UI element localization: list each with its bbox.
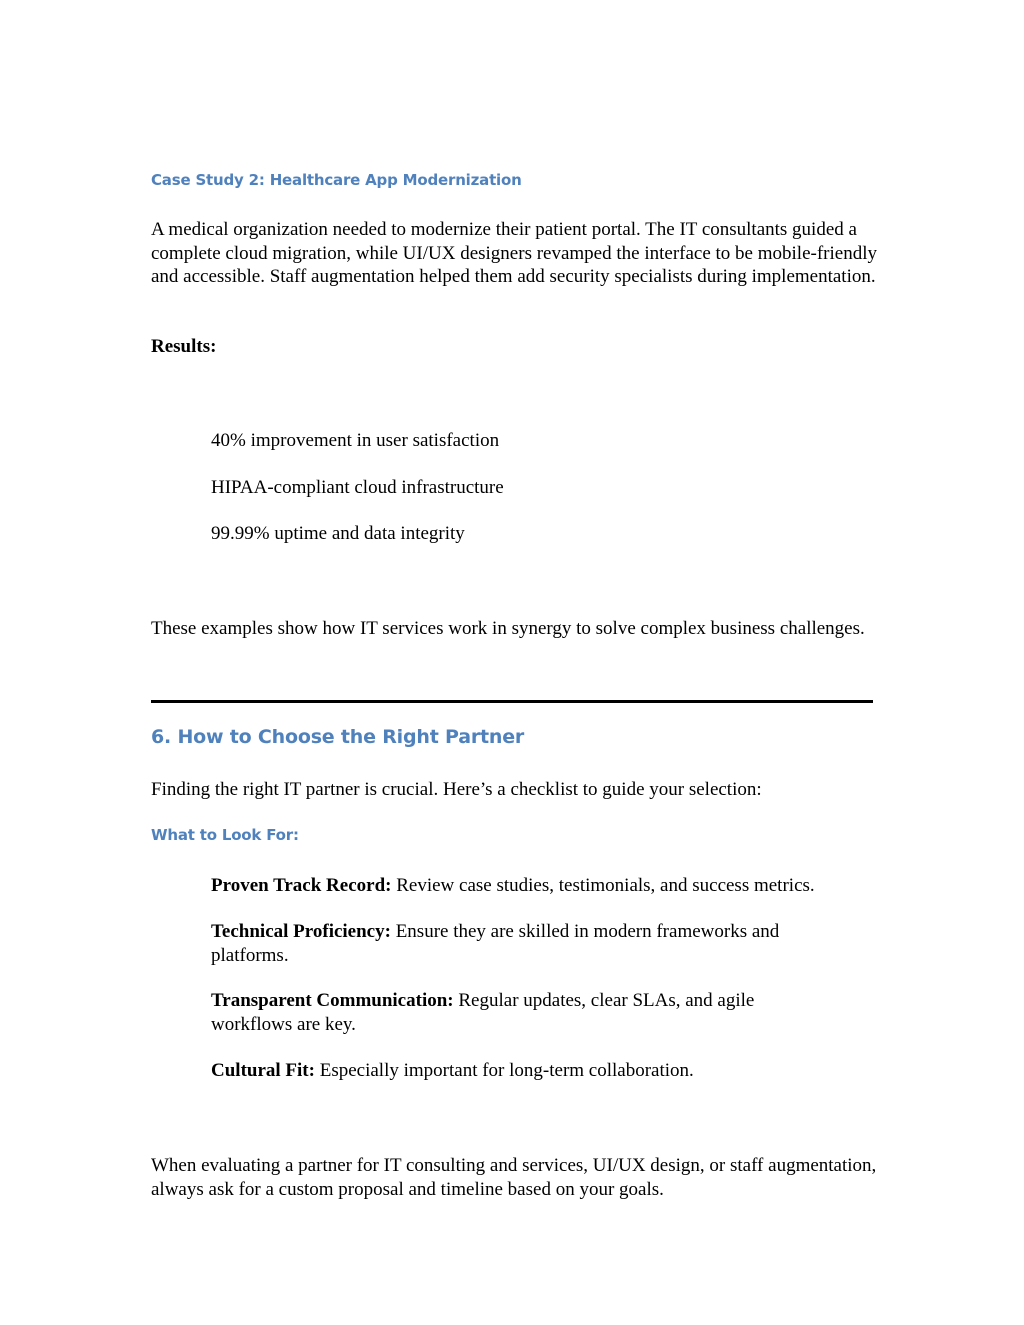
checklist-item bbox=[211, 989, 831, 1036]
results-item: 40% improvement in user satisfaction bbox=[211, 430, 500, 451]
checklist-term: Technical Proficiency: bbox=[211, 921, 391, 942]
section-heading: 6. How to Choose the Right Partner bbox=[151, 726, 525, 748]
case-study-paragraph: A medical organization needed to modernize their patient portal. The IT consultants guided a complete cloud migration, while UI/UX designers revamped the interface to be mobile-friendly and accessible. Staff augmentation helped them add security specialists during implementation. bbox=[151, 219, 877, 287]
checklist-term: Proven Track Record: bbox=[211, 875, 392, 896]
case-study-heading: Case Study 2: Healthcare App Modernization bbox=[151, 171, 522, 189]
section-intro: Finding the right IT partner is crucial. Here’s a checklist to guide your selection: bbox=[151, 779, 762, 800]
checklist-text: Especially important for long-term collaboration. bbox=[314, 1060, 694, 1081]
checklist-text: Regular updates, clear SLAs, and agile workflows are key. bbox=[211, 990, 755, 1035]
checklist-item bbox=[211, 920, 861, 967]
section-divider bbox=[151, 700, 873, 703]
results-item: HIPAA-compliant cloud infrastructure bbox=[211, 477, 504, 498]
closing-paragraph: When evaluating a partner for IT consulting and services, UI/UX design, or staff augmentation, always ask for a custom proposal and timeline based on your goals. bbox=[151, 1155, 877, 1200]
checklist-term: Cultural Fit: bbox=[211, 1060, 315, 1081]
results-item: 99.99% uptime and data integrity bbox=[211, 523, 465, 544]
checklist-subheading: What to Look For: bbox=[151, 826, 299, 844]
results-label: Results: bbox=[151, 336, 217, 357]
checklist-term: Transparent Communication: bbox=[211, 990, 454, 1011]
checklist-text: Ensure they are skilled in modern frameworks and platforms. bbox=[211, 921, 780, 966]
checklist-item bbox=[211, 1059, 881, 1083]
summary-paragraph: These examples show how IT services work in synergy to solve complex business challenges. bbox=[151, 618, 865, 639]
checklist-item bbox=[211, 874, 881, 898]
checklist-text: Review case studies, testimonials, and success metrics. bbox=[391, 875, 815, 896]
